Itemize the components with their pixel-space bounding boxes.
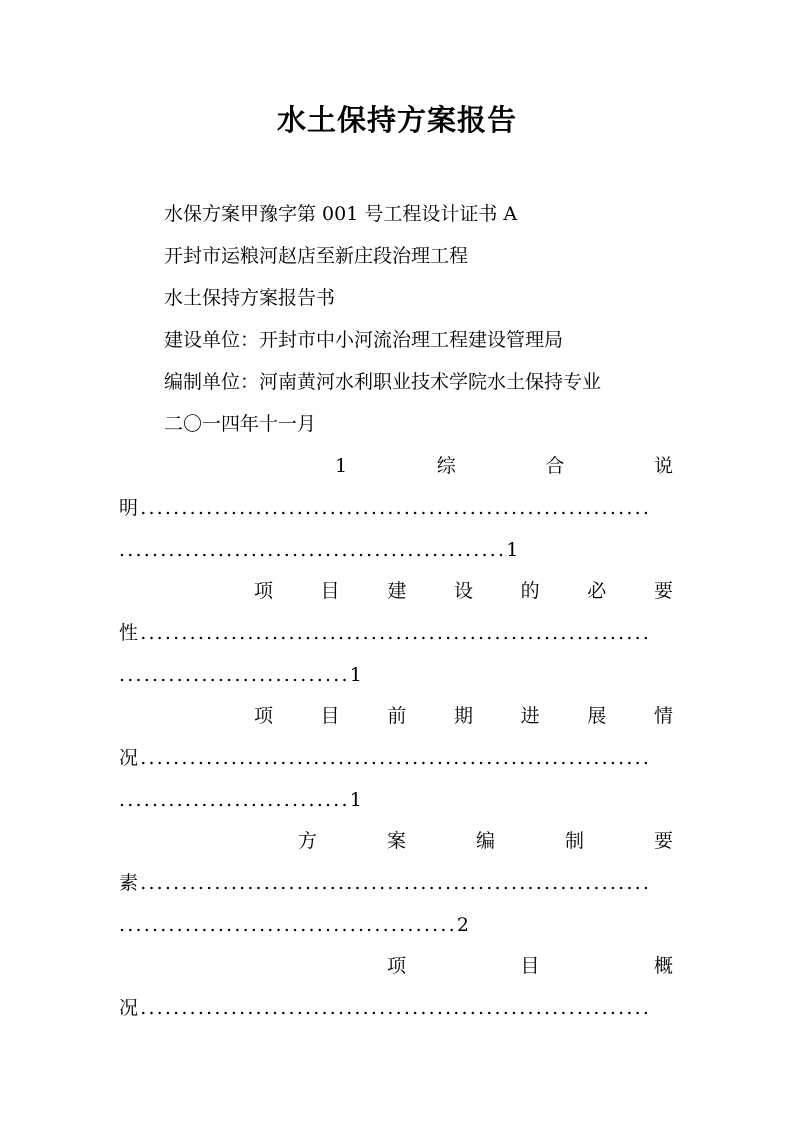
toc-word: 说 — [653, 455, 673, 477]
toc-word: 1 — [335, 455, 348, 477]
toc-word: 必 — [587, 580, 607, 602]
toc-word: 建 — [387, 580, 407, 602]
toc-first-char: 性 — [119, 622, 141, 644]
toc-first-char: 素 — [119, 872, 141, 894]
toc-word: 情 — [653, 705, 673, 727]
toc-entry-heading — [254, 702, 673, 730]
toc-dots: ............................ — [119, 664, 350, 686]
toc-page-number: 1 — [349, 664, 362, 686]
toc-dots: .............................................................. — [140, 872, 652, 894]
project-name-line: 开封市运粮河赵店至新庄段治理工程 — [164, 245, 469, 267]
toc-word: 合 — [545, 455, 565, 477]
toc-page-number: 1 — [506, 539, 519, 561]
toc-leader-line — [119, 661, 362, 689]
toc-dots: .............................................................. — [140, 997, 652, 1019]
toc-first-char: 明 — [119, 497, 141, 519]
toc-word: 综 — [436, 455, 456, 477]
document-title: 水土保持方案报告 — [276, 103, 517, 137]
toc-dots: ............................................... — [119, 539, 507, 561]
toc-leader-line — [119, 786, 362, 814]
toc-dots: .............................................................. — [140, 747, 652, 769]
toc-leader-line — [119, 869, 681, 897]
report-type-line: 水土保持方案报告书 — [164, 287, 336, 309]
toc-word: 制 — [564, 830, 584, 852]
toc-entry-heading — [335, 452, 673, 480]
toc-word: 案 — [386, 830, 406, 852]
toc-word: 的 — [520, 580, 540, 602]
toc-leader-line — [119, 911, 469, 939]
toc-word: 概 — [653, 955, 673, 977]
toc-page-number: 1 — [349, 789, 362, 811]
toc-leader-line — [119, 994, 681, 1022]
toc-leader-line — [119, 536, 518, 564]
toc-leader-line — [119, 744, 681, 772]
toc-word: 项 — [254, 705, 274, 727]
toc-first-char: 况 — [119, 997, 141, 1019]
toc-word: 展 — [587, 705, 607, 727]
toc-page-number: 2 — [456, 914, 469, 936]
toc-word: 要 — [653, 580, 673, 602]
toc-word: 要 — [653, 830, 673, 852]
toc-word: 方 — [298, 830, 318, 852]
toc-word: 期 — [453, 705, 473, 727]
toc-dots: ......................................... — [119, 914, 457, 936]
toc-word: 进 — [520, 705, 540, 727]
toc-dots: .............................................................. — [140, 622, 652, 644]
toc-word: 目 — [520, 955, 540, 977]
construction-unit-line: 建设单位：开封市中小河流治理工程建设管理局 — [164, 329, 564, 351]
toc-dots: ............................ — [119, 789, 350, 811]
toc-leader-line — [119, 619, 681, 647]
toc-first-char: 况 — [119, 747, 141, 769]
toc-word: 设 — [453, 580, 473, 602]
toc-entry-heading — [387, 952, 673, 980]
toc-dots: .............................................................. — [140, 497, 652, 519]
toc-entry-heading — [254, 577, 673, 605]
toc-word: 前 — [387, 705, 407, 727]
compiling-unit-line: 编制单位：河南黄河水利职业技术学院水土保持专业 — [164, 371, 602, 393]
certificate-line: 水保方案甲豫字第 001 号工程设计证书 A — [164, 203, 518, 225]
toc-word: 项 — [387, 955, 407, 977]
date-line: 二〇一四年十一月 — [164, 413, 317, 435]
toc-word: 项 — [254, 580, 274, 602]
toc-word: 编 — [475, 830, 495, 852]
toc-word: 目 — [320, 580, 340, 602]
toc-word: 目 — [320, 705, 340, 727]
toc-leader-line — [119, 494, 681, 522]
toc-entry-heading — [298, 827, 673, 855]
